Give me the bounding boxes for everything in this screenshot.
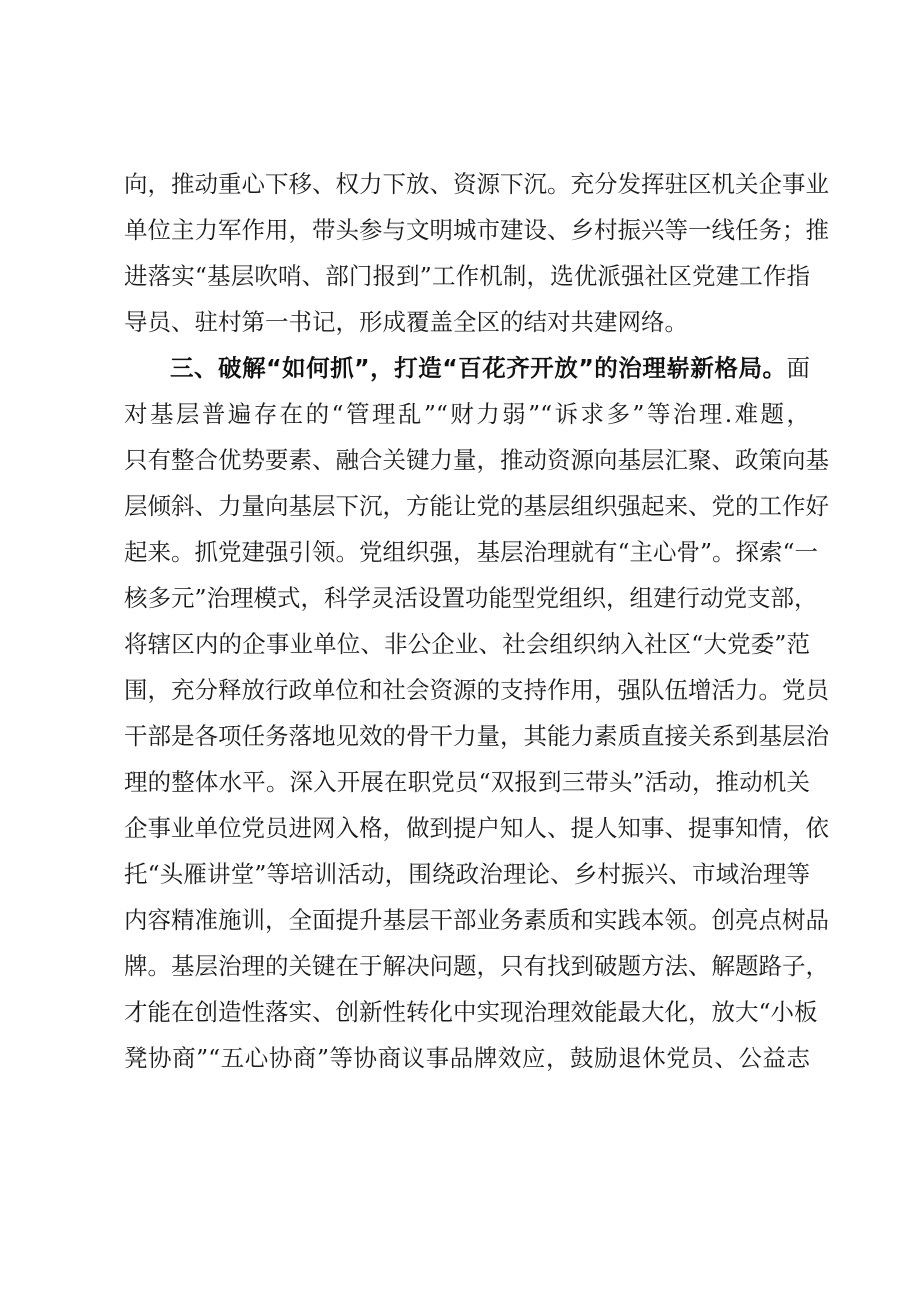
- paragraph-line: 企事业单位党员进网入格，做到提户知人、提人知事、提事知情，依: [124, 814, 829, 842]
- paragraph-line: 干部是各项任务落地见效的骨干力量，其能力素质直接关系到基层治: [124, 722, 829, 750]
- paragraph-line: 才能在创造性落实、创新性转化中实现治理效能最大化，放大“小板: [124, 998, 818, 1026]
- paragraph-line: 托“头雁讲堂”等培训活动，围绕政治理论、乡村振兴、市域治理等: [124, 860, 810, 888]
- paragraph-line: 只有整合优势要素、融合关键力量，推动资源向基层汇聚、政策向基: [124, 446, 829, 474]
- paragraph-line: 内容精准施训，全面提升基层干部业务素质和实践本领。创亮点树品: [124, 906, 829, 934]
- paragraph-line: 将辖区内的企事业单位、非公企业、社会组织纳入社区“大党委”范: [124, 630, 810, 658]
- paragraph-line: 牌。基层治理的关键在于解决问题，只有找到破题方法、解题路子，: [124, 952, 829, 980]
- paragraph-line: 向，推动重心下移、权力下放、资源下沉。充分发挥驻区机关企事业: [124, 170, 829, 198]
- paragraph-line: 层倾斜、力量向基层下沉，方能让党的基层组织强起来、党的工作好: [124, 492, 829, 520]
- paragraph-line: 围，充分释放行政单位和社会资源的支持作用，强队伍增活力。党员: [124, 676, 829, 704]
- paragraph-line: 单位主力军作用，带头参与文明城市建设、乡村振兴等一线任务；推: [124, 216, 829, 244]
- paragraph-line: 理的整体水平。深入开展在职党员“双报到三带头”活动，推动机关: [124, 768, 810, 796]
- paragraph-line: 起来。抓党建强引领。党组织强，基层治理就有“主心骨”。探索“一: [124, 538, 819, 566]
- paragraph-line: 进落实“基层吹哨、部门报到”工作机制，选优派强社区党建工作指: [124, 262, 810, 290]
- heading-line-continuation: 面: [786, 354, 810, 382]
- paragraph-line: 凳协商”“五心协商”等协商议事品牌效应，鼓励退休党员、公益志: [124, 1044, 810, 1072]
- section-heading: 三、破解“如何抓”，打造“百花齐开放”的治理崭新格局。: [170, 354, 787, 382]
- paragraph-line: 导员、驻村第一书记，形成覆盖全区的结对共建网络。: [124, 308, 688, 336]
- section-heading-line: [170, 348, 810, 388]
- paragraph-line: 对基层普遍存在的“管理乱”“财力弱”“诉求多”等治理.难题，: [124, 400, 810, 428]
- paragraph-line: 核多元”治理模式，科学灵活设置功能型党组织，组建行动党支部，: [124, 584, 818, 612]
